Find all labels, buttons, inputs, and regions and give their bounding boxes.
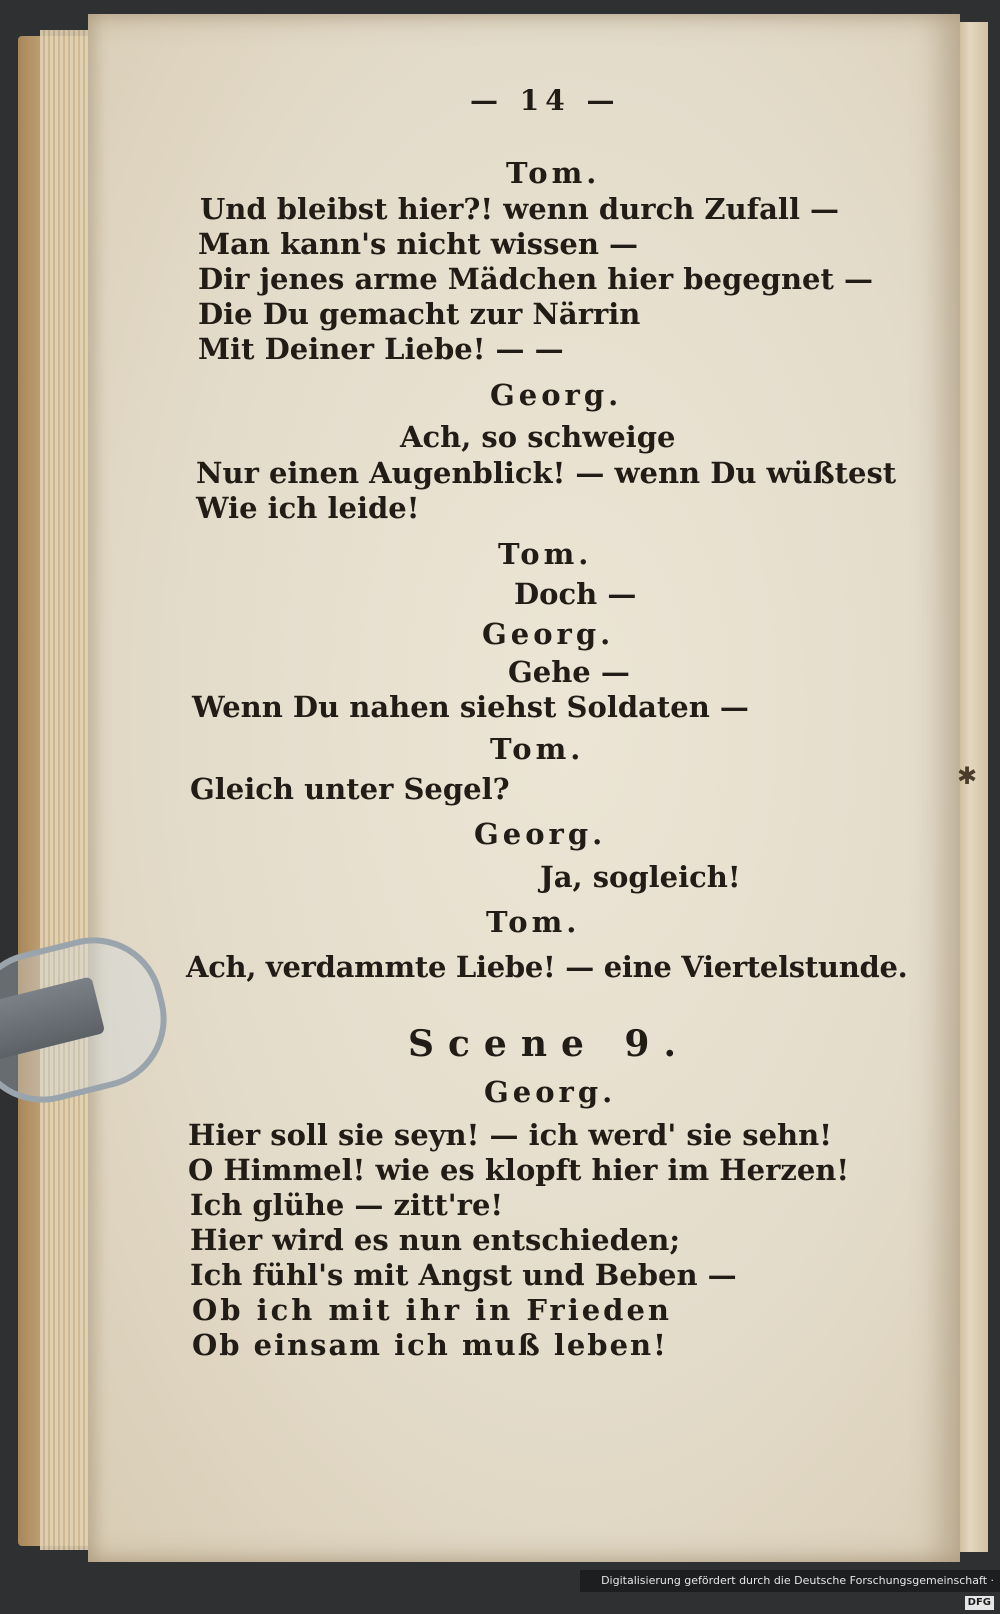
verse-line: Und bleibst hier?! wenn durch Zufall —: [200, 192, 840, 226]
verse-line: O Himmel! wie es klopft hier im Herzen!: [188, 1153, 850, 1187]
speaker-label: Tom.: [498, 537, 593, 571]
speaker-label: Georg.: [490, 378, 623, 412]
verse-line: Man kann's nicht wissen —: [198, 227, 639, 261]
asterisk-tab-icon: ✱: [956, 762, 978, 790]
speaker-label: Tom.: [486, 905, 581, 939]
speaker-label: Tom.: [490, 732, 585, 766]
verse-line: Gleich unter Segel?: [190, 772, 510, 806]
verse-line: Die Du gemacht zur Närrin: [198, 297, 641, 331]
verse-line: Mit Deiner Liebe! — —: [198, 332, 564, 366]
verse-line: Doch —: [514, 577, 637, 611]
scene-heading: Scene 9.: [408, 1023, 691, 1065]
verse-line: Ich fühl's mit Angst und Beben —: [190, 1258, 737, 1292]
footer-text: Digitalisierung gefördert durch die Deutsche Forschungsgemeinschaft ·: [601, 1574, 994, 1587]
verse-line: Dir jenes arme Mädchen hier begegnet —: [198, 262, 873, 296]
speaker-label: Georg.: [482, 617, 615, 651]
verse-line: Hier soll sie seyn! — ich werd' sie sehn!: [188, 1118, 832, 1152]
verse-line: Wie ich leide!: [196, 491, 420, 525]
speaker-label: Tom.: [506, 156, 601, 190]
verse-line: Ach, verdammte Liebe! — eine Viertelstunde.: [186, 950, 908, 984]
verse-line: Ja, sogleich!: [540, 860, 741, 894]
verse-line: Hier wird es nun entschieden;: [190, 1223, 681, 1257]
speaker-label: Georg.: [474, 817, 607, 851]
footer-credit: [580, 1570, 1000, 1608]
verse-line: Ich glühe — zitt're!: [190, 1188, 504, 1222]
verse-line: Wenn Du nahen siehst Soldaten —: [192, 690, 749, 724]
verse-line: Nur einen Augenblick! — wenn Du wüßtest: [196, 456, 897, 490]
dfg-logo-icon: DFG: [965, 1596, 994, 1610]
verse-line: Gehe —: [508, 655, 630, 689]
speaker-label: Georg.: [484, 1075, 617, 1109]
verse-line: Ach, so schweige: [400, 420, 676, 454]
verse-line: Ob einsam ich muß leben!: [192, 1328, 668, 1362]
verse-line: Ob ich mit ihr in Frieden: [192, 1293, 672, 1327]
page-number: — 14 —: [470, 84, 621, 117]
